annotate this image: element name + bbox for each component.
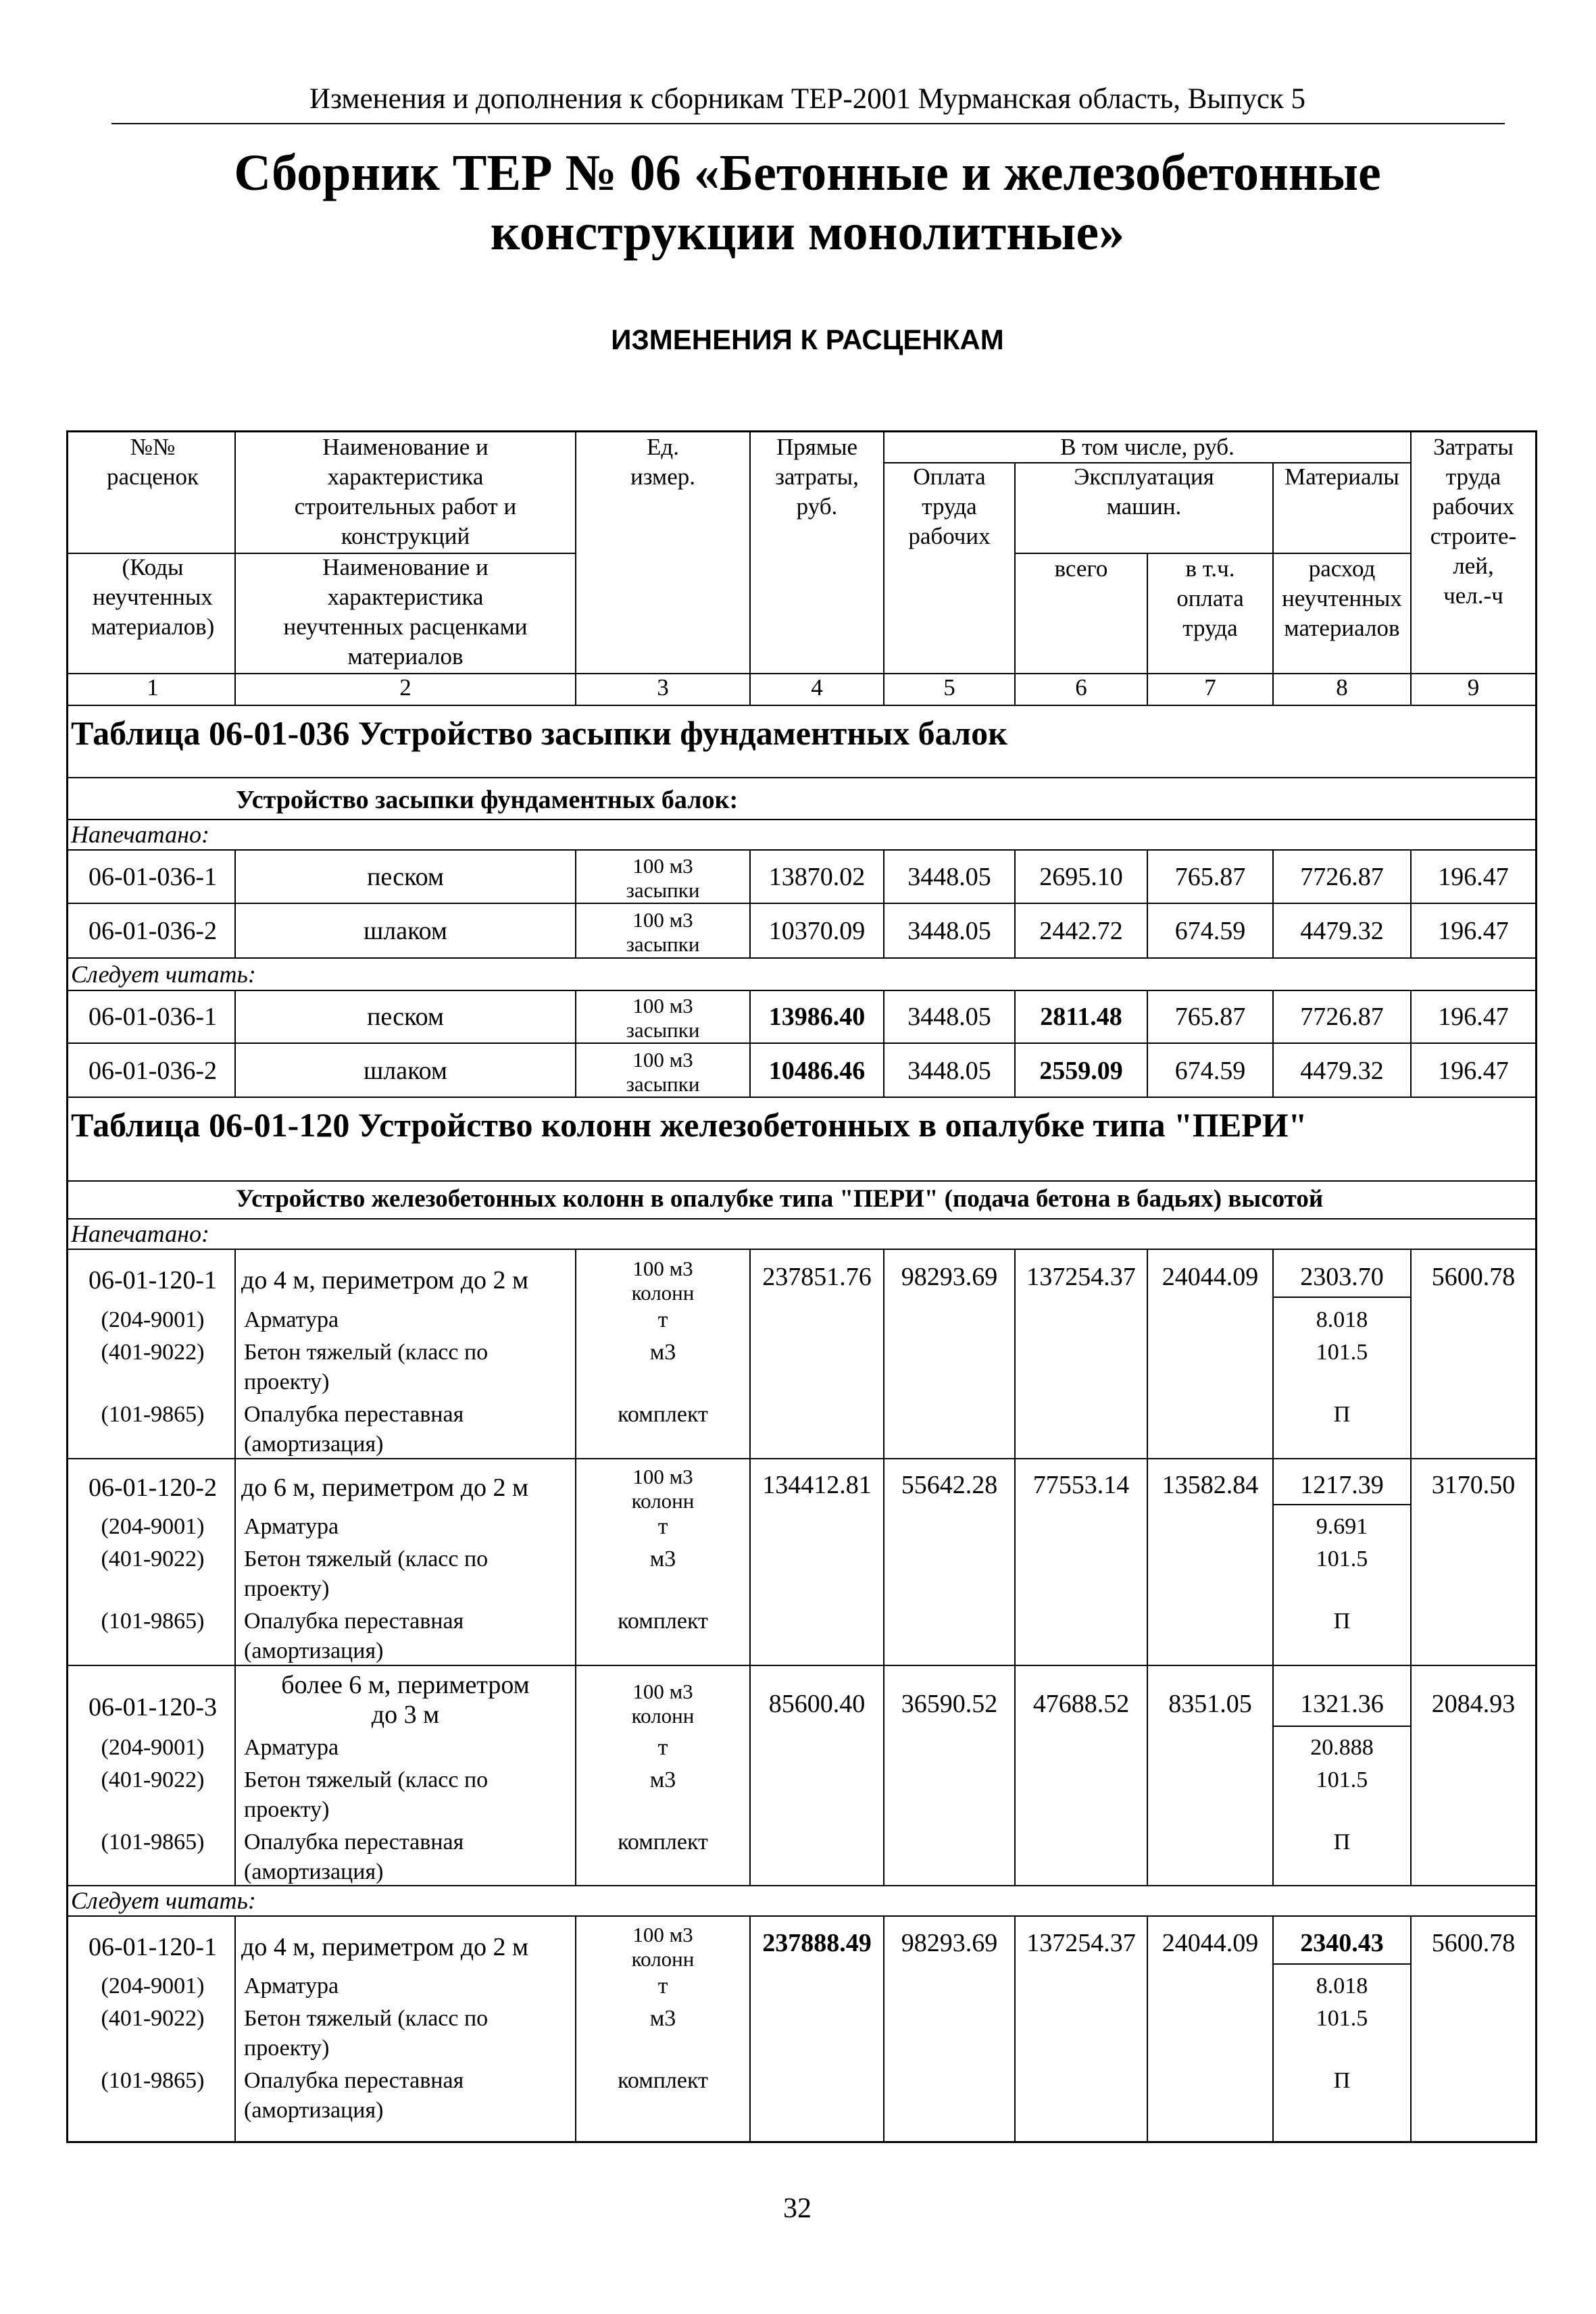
t2-p3-m1-unit: т (657, 1735, 668, 1760)
t1-p2-machines: 2442.72 (1039, 917, 1123, 945)
t2-p1-direct: 237851.76 (762, 1263, 872, 1291)
t2-r1-machines: 137254.37 (1026, 1929, 1136, 1957)
t2-r1-m3-unit: комплект (618, 2068, 708, 2093)
t2-p3-m3-name: Опалубка переставная (амортизация) (244, 1830, 464, 1884)
grid-line (883, 1915, 884, 2141)
col-number-8: 8 (1336, 674, 1348, 701)
t2-p3-m2-qty: 101.5 (1316, 1767, 1368, 1792)
t2-p1-hours: 5600.78 (1431, 1263, 1516, 1291)
col-number-9: 9 (1467, 674, 1480, 701)
col1-header-top: №№ расценок (106, 434, 199, 490)
t2-p3-unit: 100 м3 колонн (631, 1680, 695, 1728)
document-title (111, 143, 1503, 262)
t2-p1-m1-code: (204-9001) (101, 1307, 205, 1332)
col2-header-top: Наименование и характеристика строительных работ и конструкций (294, 434, 517, 549)
t1-r2-direct: 10486.46 (768, 1057, 866, 1085)
col8-header-top: Материалы (1285, 463, 1399, 490)
grid-line (575, 990, 576, 1097)
t2-p2-materials: 1217.39 (1300, 1471, 1384, 1499)
grid-line (68, 673, 1535, 674)
t1-p2-unit: 100 м3 засыпки (626, 908, 700, 956)
grid-line (1274, 1297, 1410, 1298)
t2-r1-m3-name: Опалубка переставная (амортизация) (244, 2068, 464, 2123)
t1-p1-machines: 2695.10 (1039, 863, 1123, 891)
t2-p2-m3-unit: комплект (618, 1609, 708, 1634)
t2-r1-labor: 98293.69 (901, 1929, 998, 1957)
t2-p1-machines: 137254.37 (1026, 1263, 1136, 1291)
grid-line (234, 1249, 236, 1885)
t2-p3-m2-unit: м3 (649, 1767, 676, 1792)
t1-r2-materials: 4479.32 (1300, 1057, 1384, 1085)
grid-line (1014, 1915, 1016, 2141)
grid-line (68, 903, 1535, 904)
grid-line (883, 849, 884, 957)
t2-p2-m1-qty: 9.691 (1316, 1514, 1368, 1539)
t1-r2-name: шлаком (364, 1057, 447, 1085)
grid-line (68, 1218, 1535, 1219)
t2-p1-unit: 100 м3 колонн (631, 1257, 695, 1305)
t2-p1-m1-unit: т (657, 1307, 668, 1332)
t1-r2-machine-labor: 674.59 (1174, 1057, 1246, 1085)
t1-p1-hours: 196.47 (1438, 863, 1509, 891)
grid-line (1014, 462, 1016, 705)
t2-r1-m2-code: (401-9022) (101, 2006, 205, 2031)
t1-p1-code: 06-01-036-1 (89, 863, 217, 891)
col4-header: Прямые затраты, руб. (775, 434, 859, 520)
grid-line (1147, 553, 1148, 705)
grid-line (1147, 1249, 1148, 1885)
t2-p2-hours: 3170.50 (1431, 1471, 1516, 1499)
grid-line (1274, 1504, 1410, 1505)
grid-line (1410, 1915, 1412, 2141)
t2-r1-m3-code: (101-9865) (101, 2068, 205, 2093)
grid-line (749, 1249, 751, 1885)
t2-p2-m1-name: Арматура (244, 1514, 339, 1539)
t1-r2-machines: 2559.09 (1039, 1057, 1123, 1085)
col-number-3: 3 (657, 674, 669, 701)
grid-line (749, 432, 751, 705)
t2-p1-machine-labor: 24044.09 (1162, 1263, 1259, 1291)
t1-r2-labor: 3448.05 (907, 1057, 991, 1085)
grid-line (1410, 990, 1412, 1097)
t2-p2-direct: 134412.81 (762, 1471, 872, 1499)
grid-line (1410, 849, 1412, 957)
t1-p1-unit: 100 м3 засыпки (626, 854, 700, 902)
grid-line (68, 990, 1535, 991)
t1-r2-unit: 100 м3 засыпки (626, 1048, 700, 1096)
grid-line (68, 553, 575, 554)
t2-r1-m2-name: Бетон тяжелый (класс по проекту) (244, 2006, 489, 2061)
grid-line (1016, 553, 1272, 554)
grid-line (234, 432, 236, 705)
t2-r1-machine-labor: 24044.09 (1162, 1929, 1259, 1957)
t1-p2-labor: 3448.05 (907, 917, 991, 945)
grid-line (1147, 990, 1148, 1097)
t2-p1-name: до 4 м, периметром до 2 м (241, 1266, 529, 1294)
col3-header: Ед. измер. (630, 434, 695, 490)
grid-line (575, 1915, 576, 2141)
t1-p1-name: песком (367, 863, 444, 891)
title-line-1: Сборник ТЕР № 06 «Бетонные и железобетонные (234, 145, 1381, 201)
col7-header: в т.ч. оплата труда (1176, 555, 1244, 641)
grid-line (883, 990, 884, 1097)
t2-p3-code: 06-01-120-3 (89, 1693, 217, 1721)
t2-r1-m1-qty: 8.018 (1316, 1973, 1368, 1998)
grid-line (1014, 990, 1016, 1097)
t2-p1-code: 06-01-120-1 (89, 1266, 217, 1294)
grid-line (1274, 553, 1410, 554)
t2-p1-m1-qty: 8.018 (1316, 1307, 1368, 1332)
grid-line (1272, 462, 1274, 705)
t1-p2-machine-labor: 674.59 (1174, 917, 1246, 945)
t2-p2-m3-name: Опалубка переставная (амортизация) (244, 1609, 464, 1663)
col8-header-bottom: расход неучтенных материалов (1282, 555, 1402, 641)
grid-line (68, 1665, 1535, 1666)
col-number-6: 6 (1075, 674, 1087, 701)
grid-line (68, 819, 1535, 820)
page-number: 32 (783, 2193, 812, 2224)
t1-r2-hours: 196.47 (1438, 1057, 1509, 1085)
t1-p2-materials: 4479.32 (1300, 917, 1384, 945)
grid-line (1410, 432, 1412, 705)
t2-p1-m3-qty: П (1333, 1402, 1351, 1427)
t1-p1-materials: 7726.87 (1300, 863, 1384, 891)
grid-line (883, 432, 884, 705)
col-number-7: 7 (1204, 674, 1216, 701)
table1-printed-label: Напечатано: (71, 821, 209, 848)
t2-r1-hours: 5600.78 (1431, 1929, 1516, 1957)
t2-r1-m1-unit: т (657, 1973, 668, 1998)
t2-r1-m1-code: (204-9001) (101, 1973, 205, 1998)
group-header: В том числе, руб. (1060, 434, 1235, 460)
t2-r1-m2-qty: 101.5 (1316, 2006, 1368, 2031)
t1-r1-name: песком (367, 1003, 444, 1031)
t2-p2-name: до 6 м, периметром до 2 м (241, 1474, 529, 1502)
header-rule (111, 123, 1505, 124)
page-header: Изменения и дополнения к сборникам ТЕР-2001 Мурманская область, Выпуск 5 (309, 83, 1306, 115)
t2-p2-m2-qty: 101.5 (1316, 1546, 1368, 1571)
t1-r1-hours: 196.47 (1438, 1003, 1509, 1031)
t2-p2-machine-labor: 13582.84 (1162, 1471, 1259, 1499)
table1-read-label: Следует читать: (71, 961, 256, 988)
grid-line (234, 849, 236, 957)
t2-r1-name: до 4 м, периметром до 2 м (241, 1933, 529, 1961)
col6-header: всего (1054, 555, 1108, 582)
t1-p2-name: шлаком (364, 917, 447, 945)
t2-p3-m1-name: Арматура (244, 1735, 339, 1760)
rates-table (66, 430, 1537, 2143)
t2-p3-m3-unit: комплект (618, 1830, 708, 1855)
section-subtitle: ИЗМЕНЕНИЯ К РАСЦЕНКАМ (611, 324, 1004, 355)
t1-r1-direct: 13986.40 (768, 1003, 866, 1031)
t1-r1-machines: 2811.48 (1040, 1003, 1122, 1031)
t2-r1-direct: 237888.49 (762, 1929, 872, 1957)
grid-line (1274, 1963, 1410, 1965)
table1-group-title: Устройство засыпки фундаментных балок: (236, 786, 739, 814)
grid-line (1272, 990, 1274, 1097)
t2-r1-unit: 100 м3 колонн (631, 1923, 695, 1971)
grid-line (1272, 849, 1274, 957)
grid-line (68, 1885, 1535, 1886)
t2-p3-direct: 85600.40 (768, 1690, 866, 1718)
t1-r1-code: 06-01-036-1 (89, 1003, 217, 1031)
t2-p1-m2-qty: 101.5 (1316, 1340, 1368, 1365)
t2-p2-m1-unit: т (657, 1514, 668, 1539)
grid-line (68, 1915, 1535, 1917)
grid-line (575, 1249, 576, 1885)
t1-p2-code: 06-01-036-2 (89, 917, 217, 945)
t2-p3-hours: 2084.93 (1431, 1690, 1516, 1718)
t2-p3-machine-labor: 8351.05 (1168, 1690, 1252, 1718)
t1-r1-labor: 3448.05 (907, 1003, 991, 1031)
col67-header: Эксплуатация машин. (1074, 463, 1214, 520)
grid-line (68, 849, 1535, 851)
grid-line (1147, 849, 1148, 957)
t2-p1-m3-name: Опалубка переставная (амортизация) (244, 1402, 464, 1457)
col-number-4: 4 (811, 674, 823, 701)
t2-p2-code: 06-01-120-2 (89, 1474, 217, 1502)
grid-line (575, 432, 576, 705)
t2-p1-labor: 98293.69 (901, 1263, 998, 1291)
t2-p2-m2-name: Бетон тяжелый (класс по проекту) (244, 1546, 489, 1601)
grid-line (68, 705, 1535, 706)
grid-line (883, 1249, 884, 1885)
t1-p1-machine-labor: 765.87 (1174, 863, 1246, 891)
t2-p1-m1-name: Арматура (244, 1307, 339, 1332)
col1-header-bottom: (Коды неучтенных материалов) (91, 554, 215, 640)
t2-p2-unit: 100 м3 колонн (631, 1465, 695, 1513)
table2-title: Таблица 06-01-120 Устройство колонн железобетонных в опалубке типа "ПЕРИ" (71, 1106, 1307, 1144)
grid-line (575, 849, 576, 957)
grid-line (1147, 1915, 1148, 2141)
t2-p2-machines: 77553.14 (1032, 1471, 1130, 1499)
table2-read-label: Следует читать: (71, 1887, 256, 1914)
grid-line (749, 990, 751, 1097)
grid-line (1410, 1249, 1412, 1885)
t1-r1-unit: 100 м3 засыпки (626, 994, 700, 1042)
t2-r1-m2-unit: м3 (649, 2006, 676, 2031)
t2-p3-name: более 6 м, периметром до 3 м (281, 1671, 530, 1729)
grid-line (749, 1915, 751, 2141)
table2-printed-label: Напечатано: (71, 1220, 209, 1247)
t2-p1-m2-name: Бетон тяжелый (класс по проекту) (244, 1340, 489, 1394)
t2-p3-materials: 1321.36 (1300, 1690, 1384, 1718)
t2-p3-m2-code: (401-9022) (101, 1767, 205, 1792)
t2-p2-m3-code: (101-9865) (101, 1609, 205, 1634)
t2-p3-m2-name: Бетон тяжелый (класс по проекту) (244, 1767, 489, 1822)
grid-line (68, 1097, 1535, 1098)
t2-p2-m3-qty: П (1333, 1609, 1351, 1634)
grid-line (234, 990, 236, 1097)
grid-line (234, 1915, 236, 2141)
grid-line (1272, 1915, 1274, 2141)
t1-r1-materials: 7726.87 (1300, 1003, 1384, 1031)
t1-p2-hours: 196.47 (1438, 917, 1509, 945)
t2-p1-materials: 2303.70 (1300, 1263, 1384, 1291)
col-number-2: 2 (399, 674, 412, 701)
title-line-2: конструкции монолитные» (490, 204, 1125, 261)
col9-header: Затраты труда рабочих строите- лей, чел.-ч (1430, 434, 1517, 609)
t2-p3-m3-qty: П (1333, 1830, 1351, 1855)
col2-header-bottom: Наименование и характеристика неучтенных расценками материалов (283, 554, 528, 670)
t1-p1-labor: 3448.05 (907, 863, 991, 891)
t2-r1-m3-qty: П (1333, 2068, 1351, 2093)
t2-p2-m2-code: (401-9022) (101, 1546, 205, 1571)
t1-p2-direct: 10370.09 (768, 917, 866, 945)
t2-p3-machines: 47688.52 (1032, 1690, 1130, 1718)
grid-line (68, 777, 1535, 778)
grid-line (749, 849, 751, 957)
col-number-5: 5 (943, 674, 955, 701)
t1-r1-machine-labor: 765.87 (1174, 1003, 1246, 1031)
t2-p2-m1-code: (204-9001) (101, 1514, 205, 1539)
grid-line (1272, 1249, 1274, 1885)
table1-title: Таблица 06-01-036 Устройство засыпки фундаментных балок (71, 714, 1007, 752)
t2-r1-code: 06-01-120-1 (89, 1933, 217, 1961)
t1-p1-direct: 13870.02 (768, 863, 866, 891)
table2-group-title: Устройство железобетонных колонн в опалубке типа "ПЕРИ" (подача бетона в бадьях) высотой (236, 1185, 1324, 1213)
grid-line (68, 1042, 1535, 1044)
grid-line (1014, 1249, 1016, 1885)
col5-header: Оплата труда рабочих (908, 463, 991, 549)
t2-p3-m3-code: (101-9865) (101, 1830, 205, 1855)
grid-line (1274, 1726, 1410, 1727)
col-number-1: 1 (147, 674, 159, 701)
t2-p3-labor: 36590.52 (901, 1690, 998, 1718)
t2-p1-m3-unit: комплект (618, 1402, 708, 1427)
grid-line (884, 462, 1410, 463)
grid-line (68, 1458, 1535, 1459)
t2-p3-m1-qty: 20.888 (1310, 1735, 1374, 1760)
t2-p1-m3-code: (101-9865) (101, 1402, 205, 1427)
t2-p1-m2-unit: м3 (649, 1340, 676, 1365)
grid-line (68, 957, 1535, 959)
grid-line (68, 1249, 1535, 1250)
t2-p3-m1-code: (204-9001) (101, 1735, 205, 1760)
grid-line (1014, 849, 1016, 957)
t2-p2-m2-unit: м3 (649, 1546, 676, 1571)
grid-line (68, 1180, 1535, 1182)
t2-r1-m1-name: Арматура (244, 1973, 339, 1998)
t2-r1-materials: 2340.43 (1300, 1929, 1384, 1957)
t2-p2-labor: 55642.28 (901, 1471, 998, 1499)
t2-p1-m2-code: (401-9022) (101, 1340, 205, 1365)
t1-r2-code: 06-01-036-2 (89, 1057, 217, 1085)
